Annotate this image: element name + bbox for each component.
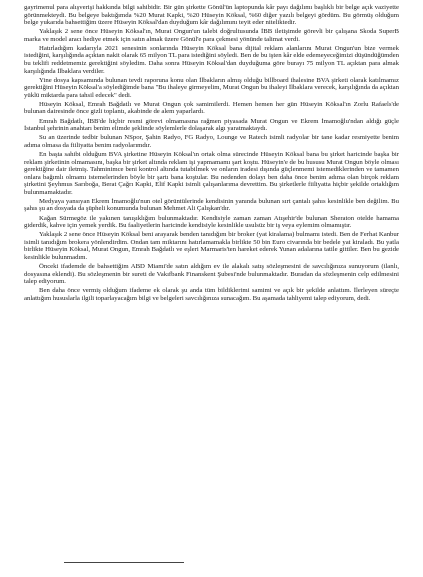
paragraph-11: Yaklaşık 2 sene önce Hüseyin Köksal beni arayarak benden tanıdığım bir broker (yat kiralama) bulmamı istedi. Ben de Ferhat Kanbur isimli tanıdığım brokera yönlendirdim. Ondan tam miktarını hatırlamamakla birlikte 50 bin Euro civarında bir bedele yat kiraladı. Bu yatla birlikte Hüseyin Köksal, Murat Ongun, Emrah Bağdatlı ve eşleri Marmaris'ten hareket ederek Yunan adalarına tatile gittiler. Ben bu gezide kesinlikle bulunmadım. bbox=[24, 231, 399, 261]
paragraph-5: Hüseyin Köksal, Emrah Bağdatlı ve Murat Ongun çok samimilerdi. Hemen hemen her gün Hüseyin Köksal'ın Zorlu Rafaels'de bulunan dairesinde önce gizli toplantı, akabinde de alem yaparlardı. bbox=[24, 100, 399, 116]
paragraph-13: Ben daha önce vermiş olduğum ifademe ek olarak şu anda tüm bildiklerimi samimi ve açık bir şekilde anlattım. İlerleyen süreçte anlattığım hususlarla ilgili toparlayacağım bilgi ve belgeleri savcılığınıza sunacağım. Bu aşamada tahliyemi talep ediyorum, dedi. bbox=[24, 287, 399, 302]
paragraph-1: gayrimenul para alışverişi hakkında bilgi sahibidir. Bir gün şirkette Gönül'ün laptopunda kâr payı dağılımı başlıklı bir belge açık vaziyette görünmekteydi. Bu belgeye baktığımda %20 Murat Kapki, %20 Hüseyin Köksal, %60 diğer yazılı belgeyi gördüm. Bu görmüş olduğum belge yukarıda bahsettiğim üzere Hüseyin Köksal'dan duyduğum kâr dağılımını teyit eder niteliktedir. bbox=[24, 4, 399, 27]
paragraph-8: En başta sahibi olduğum BVA şirketine Hüseyin Köksal'ın ortak olma sürecinde Hüseyin Köksal bana bu şirket haricinde başka bir reklam şirketinin olmamasını, başka bir şirket altında reklam işi yapmamamı şart koştu. Hüseyin'e de bu hususu Murat Ongun böyle olması gerektiğine dair iletmiş. Tahminimce beni kontrol altında tutabilmek ve onların iradesi dışında güçlenmemi istemediklerinden ve tamamen onlara bağımlı olmamı istemelerinden böyle bir şartı bana koştular. Bu nedenden dolayı ben daha önce benim adıma olan birçok reklam şirketini Şeyhmus Sarıboğa, Berat Çağrı Kapki, Elif Kapki isimli çalışanlarıma devrettim. Bu şirketlerle fiiliyatta hiçbir şekilde ortaklığım bulunmamaktadır. bbox=[24, 151, 399, 196]
signature-line bbox=[64, 562, 184, 563]
paragraph-4: Yine dosya kapsamında bulunan tevdi raporuna konu olan İlbakların almış olduğu billboard ihalesine BVA şirketi olarak katılmamız gerektiğini Hüseyin Köksal'a söylediğimde bana "Bu ihaleye girmeyelim, Murat Ongun bu ihaleyi İlbaklara verecek, karşılığında da açıktan yüklü miktarda para tahsil edecek" dedi. bbox=[24, 76, 399, 99]
paragraph-3: Hatırladığım kadarıyla 2021 senesinin sonlarında Hüseyin Köksal bana dijital reklam alanlarını Murat Ongun'un bize vermek istediğini, karşılığında açıktan nakit olarak 65 milyon TL para istediğini söyledi. Ben de bu işten kâr elde edemeyeceğimizi düşündüğümden bu teklifi reddetmemiz gerektiğini söyledim. Daha sonra Hüseyin Köksal'dan duyduğuma göre burayı 75 milyon TL açıktan para almak karşılığında İlbaklara verdiler. bbox=[24, 44, 399, 75]
paragraph-7: Su an üzerinde tedbir bulunan NSpor, Şahin Radyo, FG Radyo, Lounge ve Ratech isimli radyolar bir tane kadar resmiyette benim adıma olmasa da fiiliyatta benim radyolarımdır. bbox=[24, 134, 399, 149]
paragraph-10: Kağan Sürmegöz ile yakınen tanışıklığım bulunmaktadır. Kendisiyle zaman zaman Atışehir'de bulunan Sheraton otelde hamama giderdik, kahve için yemek yerdik. Bu faaliyetlerin haricinde kendisiyle kesinlikle usulsüz bir iş veya eylemim olmamıştır. bbox=[24, 214, 399, 230]
paragraph-6: Emrah Bağdatlı, İBB'de hiçbir resmi görevi olmamasına rağmen piyasada Murat Ongun ve Ekrem İmamoğlu'ndan aldığı güçle İstanbul şehrinin anahtarı benim elimde şeklinde söylemlerle dolaşarak algı yaratmaktaydı. bbox=[24, 117, 399, 133]
paragraph-12: Önceki ifademde de bahsettiğim ABD Miami'de satın aldığım ev ile alakalı satış sözleşmesini de savcılığınıza sunuyorum (ilanlı, dosyasına eklendi). Bu sözleşmenin bir sureti de Vakıfbank Finanskent Şubesi'nde bulunmaktadır. Buradan da sözleşmenin celp edilmesini talep ediyorum. bbox=[24, 263, 399, 286]
paragraph-2: Yaklaşık 2 sene önce Hüseyin Köksal'ın, Murat Ongun'un talebi doğrultusunda İBB iletişimde görevli bir çalışana Skoda SuperB marka ve model aracı hediye etmek için satın almak üzere Gönül'e para çekmesi yönünde talimat verdi. bbox=[24, 28, 399, 43]
paragraph-9: Medyaya yansıyan Ekrem İmamoğlu'nun otel görüntülerinde kendisinin yanında bulunan sırt çantalı şahıs kesinlikle ben değilim. Bu şahıs şu an dosyada da şüpheli konumunda bulunan Mehmet Ali Çalışkan'dır. bbox=[24, 197, 399, 213]
